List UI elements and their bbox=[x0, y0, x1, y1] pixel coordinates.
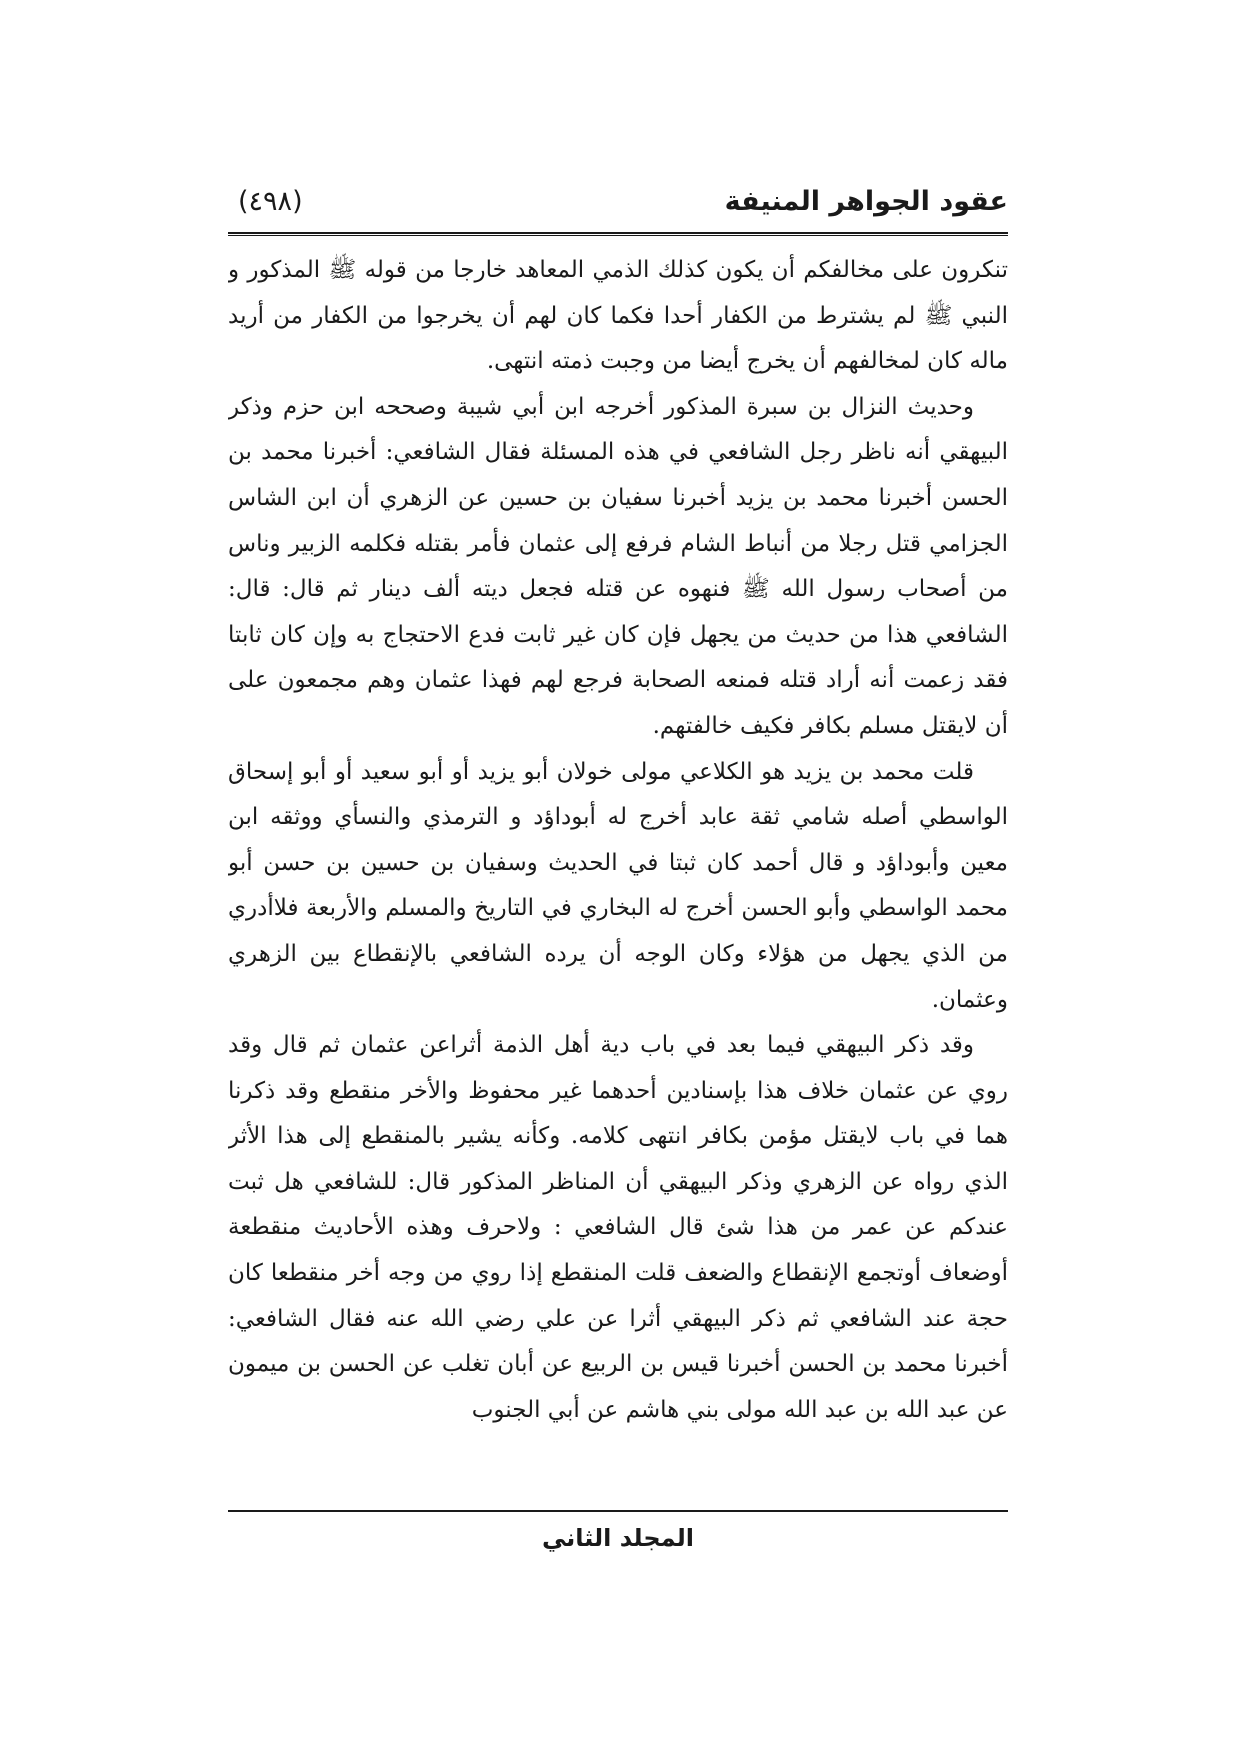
main-text bbox=[228, 248, 1008, 1508]
paragraph: وقد ذكر البيهقي فيما بعد في باب دية أهل الذمة أثراعن عثمان ثم قال وقد روي عن عثمان خلاف هذا بإسنادين أحدهما غير محفوظ والأخر منقطع وقد ذكرنا هما في باب لايقتل مؤمن بكافر انتهى كلامه. وكأنه يشير بالمنقطع إلى هذا الأثر الذي رواه عن الزهري وذكر البيهقي أن المناظر المذكور قال: للشافعي هل ثبت عندكم عن عمر من هذا شئ قال الشافعي : ولاحرف وهذه الأحاديث منقطعة أوضعاف أوتجمع الإنقطاع والضعف قلت المنقطع إذا روي من وجه أخر منقطعا كان حجة عند الشافعي ثم ذكر البيهقي أثرا عن علي رضي الله عنه فقال الشافعي: أخبرنا محمد بن الحسن أخبرنا قيس بن الربيع عن أبان تغلب عن الحسن بن ميمون عن عبد الله بن عبد الله مولى بني هاشم عن أبي الجنوب bbox=[228, 1032, 1008, 1423]
paragraph: وحديث النزال بن سبرة المذكور أخرجه ابن أبي شيبة وصححه ابن حزم وذكر البيهقي أنه ناظر رجل الشافعي في هذه المسئلة فقال الشافعي: أخبرنا محمد بن الحسن أخبرنا محمد بن يزيد أخبرنا سفيان بن حسين عن الزهري أن ابن الشاس الجزامي قتل رجلا من أنباط الشام فرفع إلى عثمان فأمر بقتله فكلمه الزبير وناس من أصحاب رسول الله ﷺ فنهوه عن قتله فجعل ديته ألف دينار ثم قال: قال: الشافعي هذا من حديث من يجهل فإن كان غير ثابت فدع الاحتجاج به وإن كان ثابتا فقد زعمت أنه أراد قتله فمنعه الصحابة فرجع لهم فهذا عثمان وهم مجمعون على أن لايقتل مسلم بكافر فكيف خالفتهم. bbox=[228, 393, 1008, 739]
footer-rule bbox=[228, 1510, 1008, 1512]
header-rule bbox=[228, 232, 1008, 236]
paragraph: تنكرون على مخالفكم أن يكون كذلك الذمي المعاهد خارجا من قوله ﷺ المذكور و النبي ﷺ لم يشترط من الكفار أحدا فكما كان لهم أن يخرجوا من الكفار من أريد ماله كان لمخالفهم أن يخرج أيضا من وجبت ذمته انتهى. bbox=[228, 257, 1008, 375]
book-title: عقود الجواهر المنيفة bbox=[724, 186, 1008, 217]
page-header bbox=[228, 178, 1008, 228]
volume-label: المجلد الثاني bbox=[542, 1524, 694, 1552]
page-number: (٤٩٨) bbox=[238, 186, 303, 217]
paragraph: قلت محمد بن يزيد هو الكلاعي مولى خولان أبو يزيد أو أبو سعيد أو أبو إسحاق الواسطي أصله شامي ثقة عابد أخرج له أبوداؤد و الترمذي والنسأي ووثقه ابن معين وأبوداؤد و قال أحمد كان ثبتا في الحديث وسفيان بن حسين بن حسن أبو محمد الواسطي وأبو الحسن أخرج له البخاري في التاريخ والمسلم والأربعة فلاأدري من الذي يجهل من هؤلاء وكان الوجه أن يرده الشافعي بالإنقطاع بين الزهري وعثمان. bbox=[228, 758, 1008, 1013]
